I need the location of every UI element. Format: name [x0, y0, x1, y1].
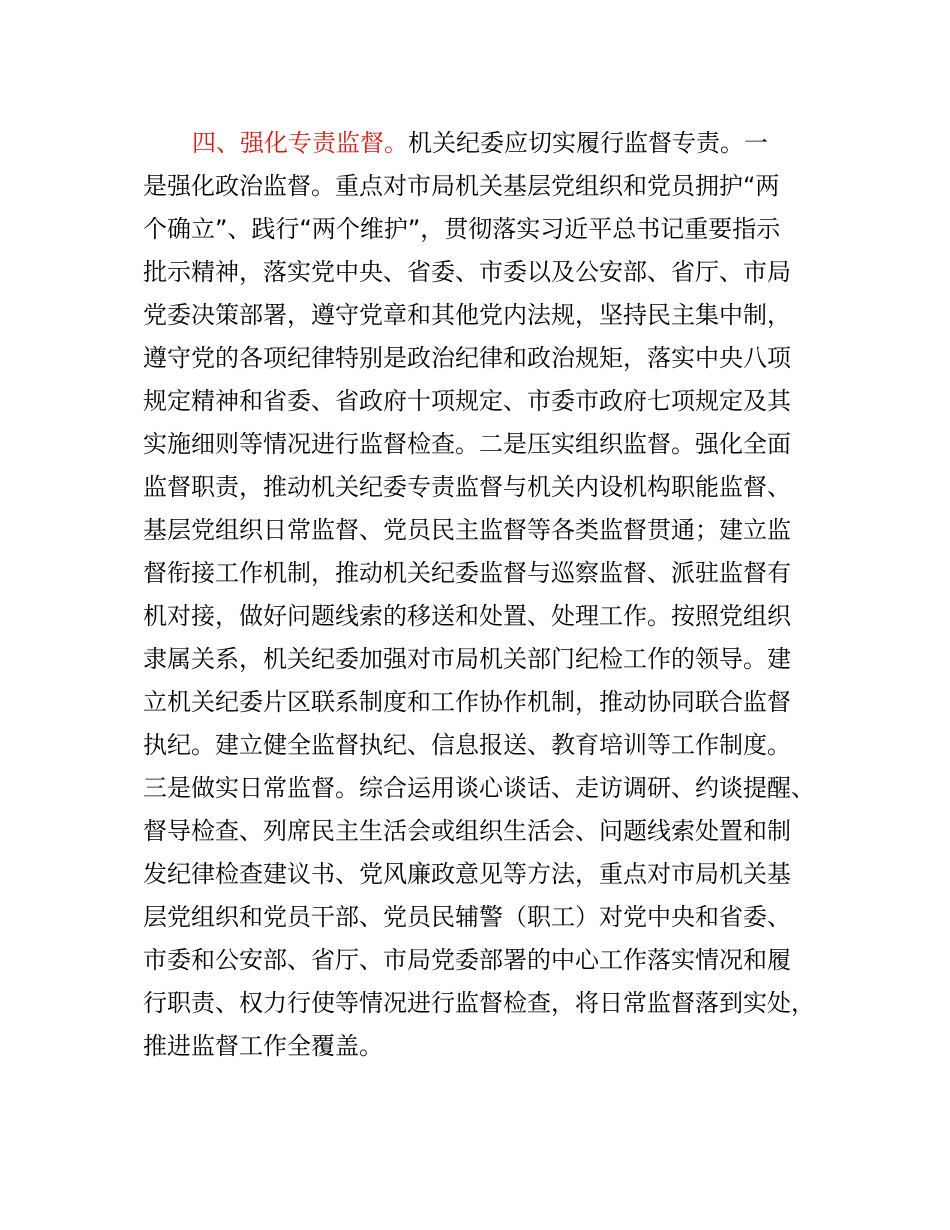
- section-heading: 四、强化专责监督。: [192, 129, 408, 157]
- text-line: [143, 122, 843, 165]
- text-line: 执纪。建立健全监督执纪、信息报送、教育培训等工作制度。: [143, 731, 791, 759]
- text-line: 机对接，做好问题线索的移送和处置、处理工作。按照党组织: [143, 602, 791, 630]
- text-line: 实施细则等情况进行监督检查。二是压实组织监督。强化全面: [143, 430, 791, 458]
- text-line: 立机关纪委片区联系制度和工作协作机制，推动协同联合监督: [143, 688, 791, 716]
- text-line: 督导检查、列席民主生活会或组织生活会、问题线索处置和制: [143, 817, 791, 845]
- text-line: 个确立”、践行“两个维护”，贯彻落实习近平总书记重要指示: [143, 215, 781, 243]
- document-body: [143, 122, 843, 1068]
- text-line: 督衔接工作机制，推动机关纪委监督与巡察监督、派驻监督有: [143, 559, 791, 587]
- text-line: 市委和公安部、省厅、市局党委部署的中心工作落实情况和履: [143, 946, 791, 974]
- text-line: 推进监督工作全覆盖。: [143, 1032, 383, 1060]
- text-line: 批示精神，落实党中央、省委、市委以及公安部、省厅、市局: [143, 258, 791, 286]
- text-line: 是强化政治监督。重点对市局机关基层党组织和党员拥护“两: [143, 172, 780, 200]
- text-line: 行职责、权力行使等情况进行监督检查，将日常监督落到实处，: [143, 989, 815, 1017]
- text-line: 党委决策部署，遵守党章和其他党内法规，坚持民主集中制，: [143, 301, 791, 329]
- text-line: 层党组织和党员干部、党员民辅警（职工）对党中央和省委、: [143, 903, 791, 931]
- text-line: 监督职责，推动机关纪委专责监督与机关内设机构职能监督、: [143, 473, 791, 501]
- text-line: 三是做实日常监督。综合运用谈心谈话、走访调研、约谈提醒、: [143, 774, 815, 802]
- text-line-content: 机关纪委应切实履行监督专责。一: [408, 129, 768, 157]
- text-line: 发纪律检查建议书、党风廉政意见等方法，重点对市局机关基: [143, 860, 791, 888]
- text-line: 遵守党的各项纪律特别是政治纪律和政治规矩，落实中央八项: [143, 344, 791, 372]
- text-line: 基层党组织日常监督、党员民主监督等各类监督贯通；建立监: [143, 516, 791, 544]
- text-line: 隶属关系，机关纪委加强对市局机关部门纪检工作的领导。建: [143, 645, 791, 673]
- text-line: 规定精神和省委、省政府十项规定、市委市政府七项规定及其: [143, 387, 791, 415]
